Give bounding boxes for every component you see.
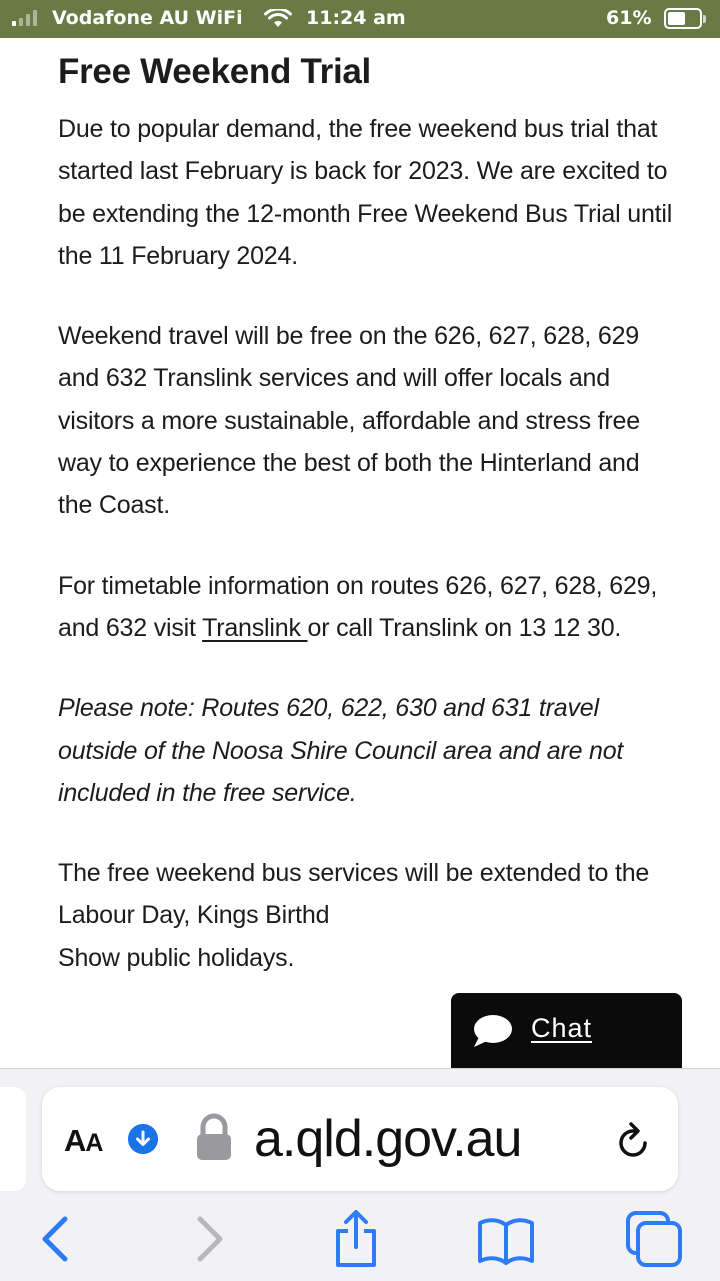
holidays-line-2: Show public holidays. [58, 943, 295, 972]
browser-toolbar [0, 1209, 720, 1269]
battery-icon [664, 8, 702, 29]
address-bar[interactable] [42, 1087, 678, 1191]
chat-bubble-icon [471, 1013, 513, 1049]
chat-button[interactable] [451, 993, 682, 1075]
battery-fill [668, 12, 685, 25]
timetable-text-after: or call Translink on 13 12 30. [307, 613, 622, 642]
page-settings-button[interactable] [64, 1123, 102, 1159]
note-paragraph: Please note: Routes 620, 622, 630 and 631 travel outside of the Noosa Shire Council area and are not included in the free service. [58, 694, 624, 807]
chat-label: Chat [531, 1013, 593, 1043]
battery-cap [703, 15, 706, 23]
back-icon[interactable] [25, 1209, 85, 1269]
tabs-icon[interactable] [624, 1209, 684, 1269]
carrier-name: Vodafone AU WiFi [52, 7, 243, 29]
reload-icon[interactable] [616, 1121, 652, 1159]
holidays-line-1: The free weekend bus services will be extended to the Labour Day, Kings Birthd [58, 859, 650, 930]
bookmarks-icon[interactable] [476, 1209, 536, 1269]
services-paragraph: Weekend travel will be free on the 626, 627, 628, 629 and 632 Translink services and will offer locals and visitors a more sustainable, affordable and stress free way to experience the best of both the Hinterland and the Coast. [58, 322, 640, 520]
forward-icon[interactable] [180, 1209, 240, 1269]
lock-icon [194, 1113, 234, 1163]
share-icon[interactable] [326, 1209, 386, 1269]
aa-small: A [85, 1129, 103, 1157]
timetable-text-before: For timetable information on routes 626, 627, 628, 629, and 632 visit [58, 571, 658, 642]
translink-link[interactable]: Translink [202, 613, 308, 642]
clock: 11:24 am [306, 7, 406, 29]
browser-chrome [0, 1068, 720, 1281]
aa-big: A [64, 1123, 86, 1158]
status-bar [0, 0, 720, 38]
article-content [58, 50, 678, 1017]
holidays-paragraph [58, 852, 678, 979]
intro-paragraph: Due to popular demand, the free weekend bus trial that started last February is back for 2023. We are excited to be extending the 12-month Free Weekend Bus Trial until the 11 February 2024. [58, 115, 673, 270]
download-badge-icon[interactable] [128, 1124, 158, 1154]
signal-strength-icon [12, 10, 37, 26]
page-title: Free Weekend Trial [58, 52, 371, 91]
timetable-paragraph [58, 565, 678, 650]
previous-tab-preview[interactable] [0, 1087, 26, 1191]
battery-percent: 61% [606, 7, 652, 29]
url-text[interactable]: a.qld.gov.au [254, 1110, 522, 1168]
wifi-icon [264, 9, 292, 29]
